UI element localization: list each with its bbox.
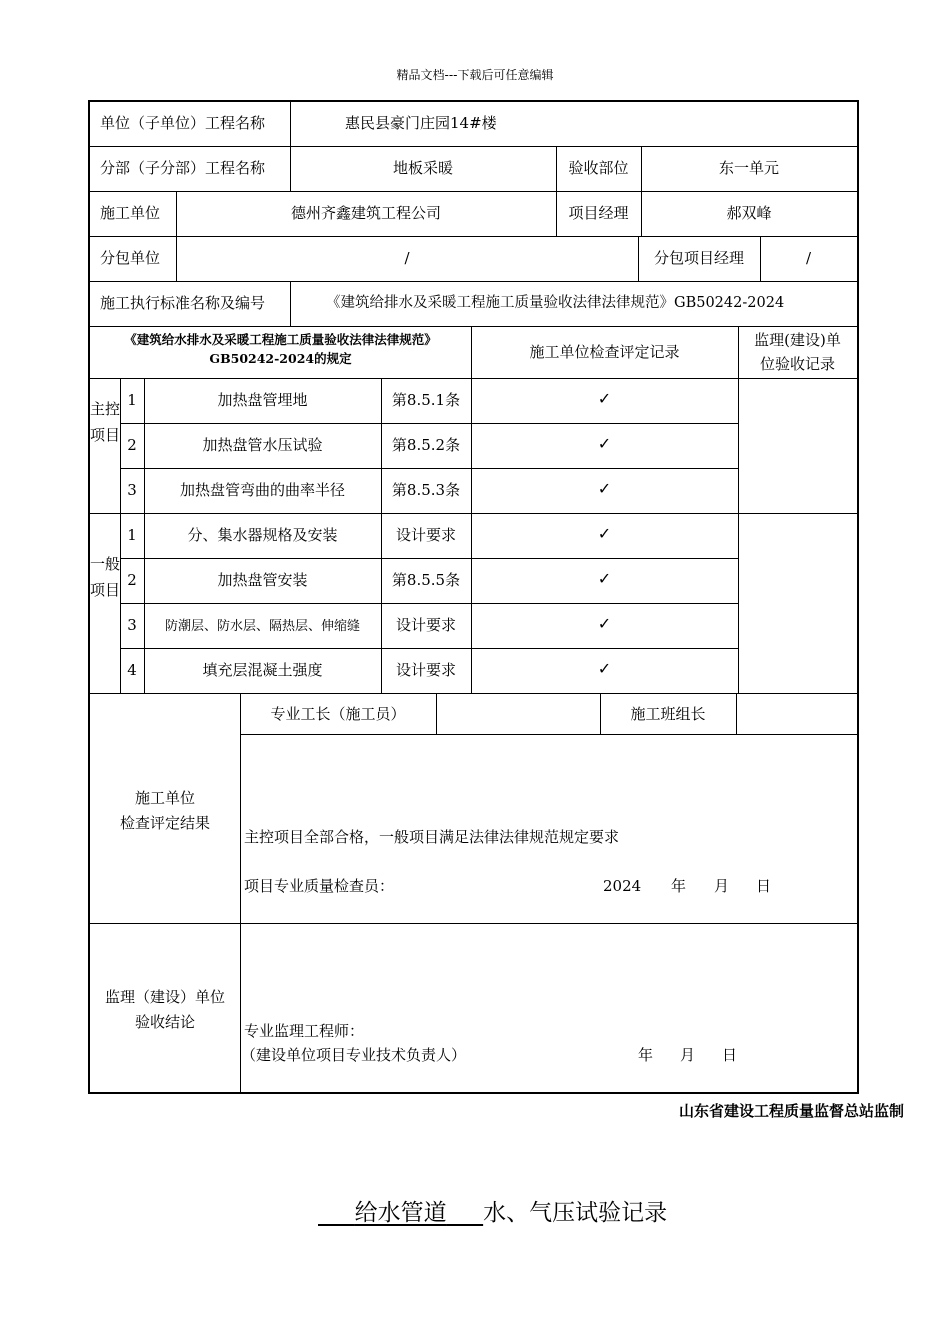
result-section-title-line1: 施工单位 [134,789,195,807]
col-line [176,191,177,281]
row-line [90,378,857,379]
main-item-clause: 第8.5.3条 [391,481,461,499]
acceptance-part-value: 东一单元 [718,159,779,177]
supervision-section-title-line1: 监理（建设）单位 [104,988,225,1006]
supervisor-header-line2: 位验收记录 [759,355,835,373]
sub-project-value: 地板采暖 [392,159,453,177]
next-form-title-rest: 水、气压试验记录 [483,1200,668,1226]
main-item-no: 3 [127,481,137,499]
subcontractor-value: / [404,249,410,267]
row-line [90,693,857,694]
supervisor-header-line1: 监理(建设)单 [754,331,841,349]
subcontractor-label: 分包单位 [100,249,161,267]
col-line [471,326,472,693]
col-line [556,146,557,236]
result-month-unit: 月 [714,877,730,895]
result-section-title-line2: 检查评定结果 [119,814,210,832]
general-item-name: 填充层混凝土强度 [202,661,323,679]
row-line [90,513,857,514]
check-mark-icon: ✓ [597,614,612,633]
main-item-no: 2 [127,436,137,454]
contractor-label: 施工单位 [100,204,161,222]
row-line [90,326,857,327]
standard-label: 施工执行标准名称及编号 [100,294,266,312]
supervision-day-unit: 日 [722,1046,738,1064]
sub-pm-value: / [805,249,812,267]
row-line [240,734,857,735]
main-items-group-label: 主控项目 [90,400,121,444]
spec-header-line2: GB50242-2024的规定 [209,351,352,366]
pm-value: 郝双峰 [726,204,772,222]
main-item-name: 加热盘管水压试验 [202,436,323,454]
check-mark-icon: ✓ [597,479,612,498]
main-item-clause: 第8.5.2条 [391,436,461,454]
row-line [120,423,738,424]
col-line [436,693,437,734]
general-item-clause: 第8.5.5条 [391,571,461,589]
col-line [290,102,291,146]
supervision-section-title-line2: 验收结论 [134,1013,195,1031]
acceptance-form-table [88,100,859,1094]
row-line [120,558,738,559]
general-item-no: 1 [127,526,137,544]
supervision-year-unit: 年 [638,1046,654,1064]
owner-representative-label: （建设单位项目专业技术负责人） [241,1046,467,1064]
general-item-no: 4 [127,661,137,679]
check-mark-icon: ✓ [597,524,612,543]
main-item-name: 加热盘管埋地 [217,391,308,409]
row-line [90,923,857,924]
issuing-organization: 山东省建设工程质量监督总站监制 [678,1102,904,1120]
unit-project-value: 惠民县豪门庄园14#楼 [345,114,497,132]
main-item-clause: 第8.5.1条 [391,391,461,409]
standard-value: 《建筑给排水及采暖工程施工质量验收法律法律规范》GB50242-2024 [326,295,785,311]
supervision-month-unit: 月 [680,1046,696,1064]
col-line [738,326,739,693]
result-conclusion: 主控项目全部合格，一般项目满足法律法律规范规定要求 [244,828,620,846]
main-item-name: 加热盘管弯曲的曲率半径 [179,481,345,499]
inspector-label: 项目专业质量检查员： [244,877,395,895]
row-line [90,146,857,147]
general-item-clause: 设计要求 [395,661,456,679]
col-line [290,281,291,326]
check-mark-icon: ✓ [597,659,612,678]
row-line [120,468,738,469]
sub-pm-label: 分包项目经理 [653,249,744,267]
supervising-engineer-label: 专业监理工程师： [244,1022,365,1040]
check-mark-icon: ✓ [597,389,612,408]
result-year: 2024 [603,877,642,895]
row-line [90,191,857,192]
contractor-value: 德州齐鑫建筑工程公司 [290,204,441,222]
team-leader-label: 施工班组长 [630,705,706,723]
general-item-clause: 设计要求 [395,526,456,544]
next-form-title-underlined [318,1200,483,1226]
result-day-unit: 日 [756,877,772,895]
col-line [736,693,737,734]
row-line [90,236,857,237]
check-mark-icon: ✓ [597,569,612,588]
foreman-label: 专业工长（施工员） [270,705,406,723]
check-mark-icon: ✓ [597,434,612,453]
watermark-text: 精品文档---下载后可任意编辑 [396,68,554,82]
sub-project-label: 分部（子分部）工程名称 [100,159,266,177]
row-line [90,281,857,282]
row-line [120,648,738,649]
unit-project-label: 单位（子单位）工程名称 [100,114,266,132]
general-items-group-label: 一般项目 [90,555,121,599]
row-line [120,603,738,604]
acceptance-part-label: 验收部位 [568,159,629,177]
contractor-check-header: 施工单位检查评定记录 [529,343,680,361]
pm-label: 项目经理 [568,204,629,222]
next-form-title [318,1194,667,1227]
col-line [240,693,241,1094]
col-line [641,146,642,236]
general-item-no: 2 [127,571,137,589]
general-item-name: 分、集水器规格及安装 [187,526,338,544]
general-item-clause: 设计要求 [395,616,456,634]
general-item-no: 3 [127,616,137,634]
result-year-unit: 年 [671,877,687,895]
general-item-name: 防潮层、防水层、隔热层、伸缩缝 [164,619,360,634]
next-form-title-pipe-type: 给水管道 [354,1200,447,1226]
general-item-name: 加热盘管安装 [217,571,308,589]
spec-header-line1: 《建筑给水排水及采暖工程施工质量验收法律法律规范》 [124,332,437,347]
main-item-no: 1 [127,391,137,409]
